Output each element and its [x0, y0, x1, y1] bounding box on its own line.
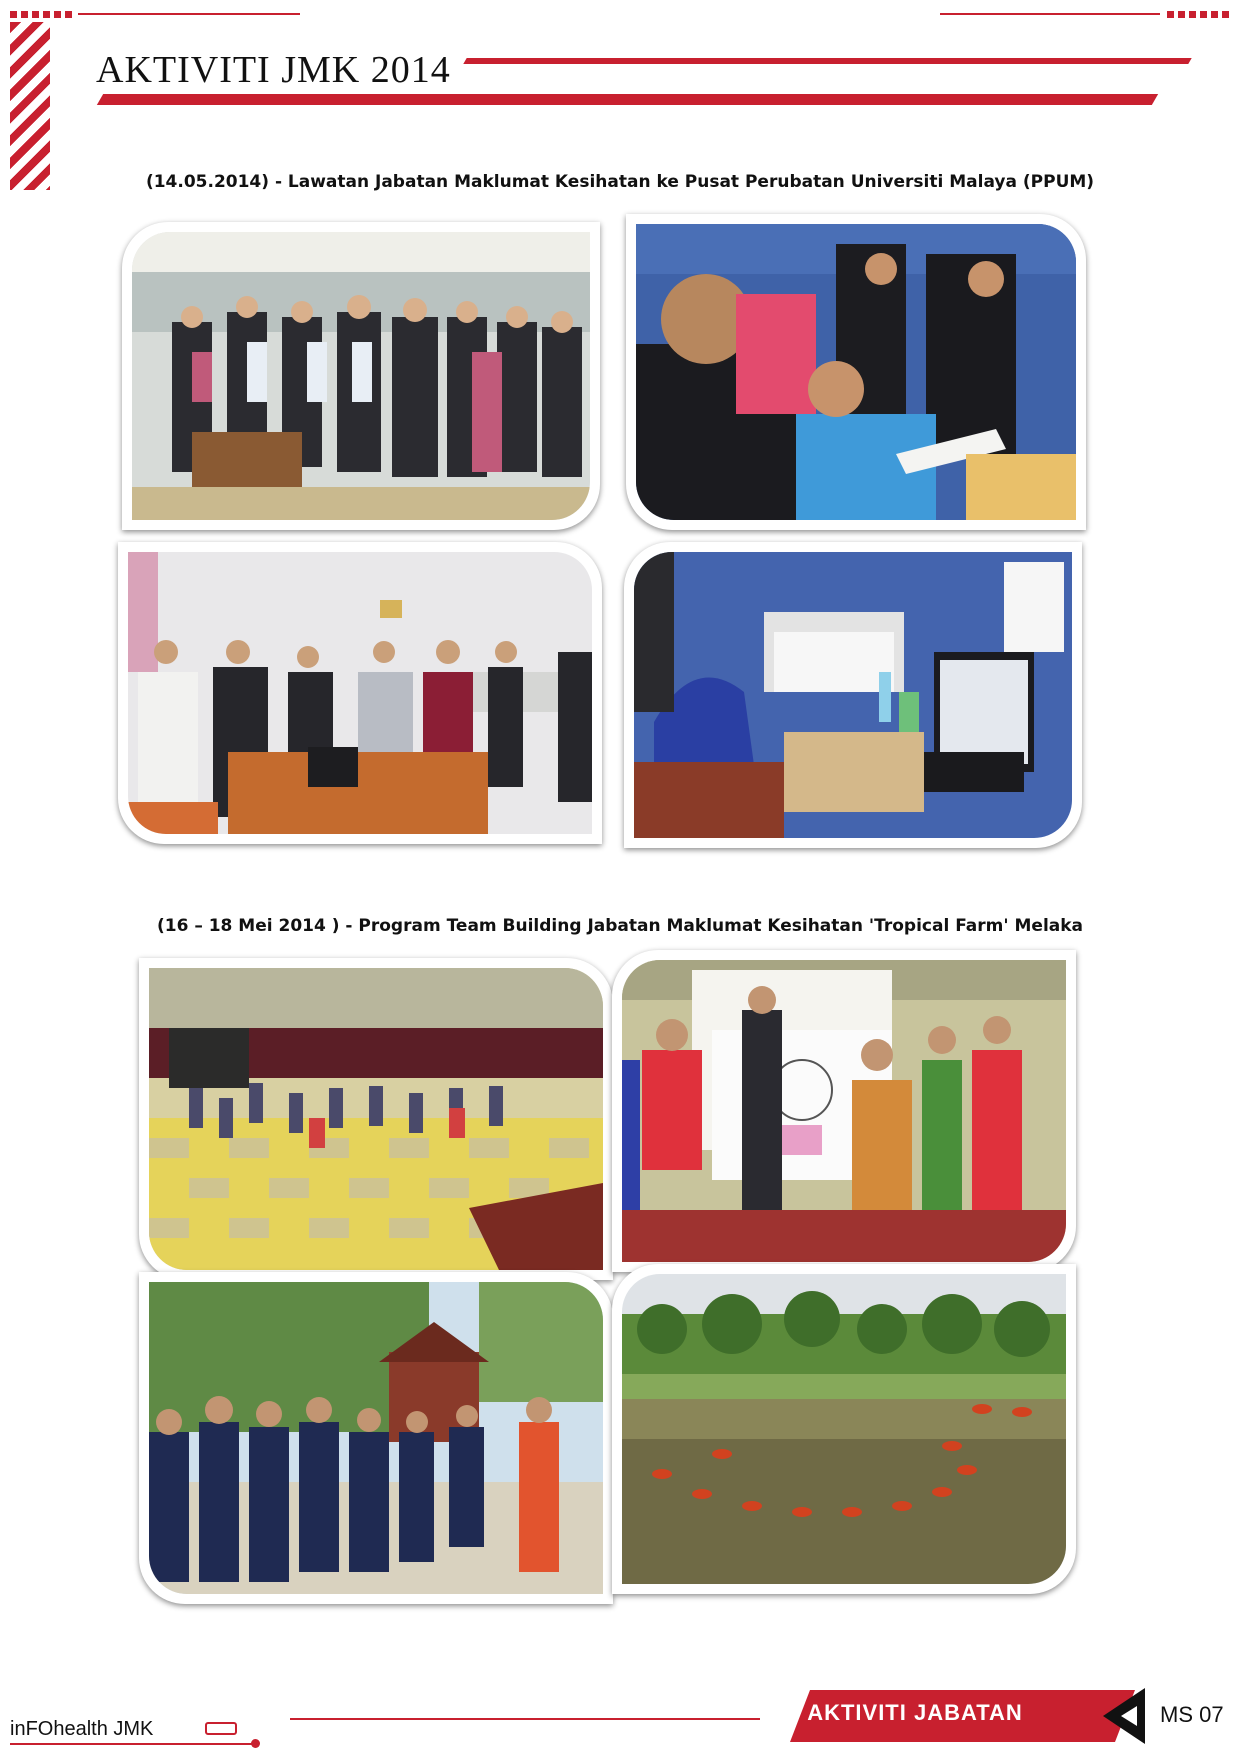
- footer-underline: [10, 1743, 255, 1745]
- section-caption-ppum: (14.05.2014) - Lawatan Jabatan Maklumat Kesihatan ke Pusat Perubatan Universiti Malaya (PPUM): [145, 172, 1095, 192]
- header-rule-left: [78, 13, 300, 15]
- photo-team-lake-activity: [612, 1264, 1076, 1594]
- title-underline-bar: [97, 94, 1158, 105]
- photo-team-hall-session: [139, 958, 613, 1280]
- title-accent-bar: [463, 58, 1191, 64]
- header-dash-left: [10, 11, 72, 18]
- photo-ppum-office-discussion: [118, 542, 602, 844]
- footer-arrow-inner-icon: [1121, 1706, 1137, 1726]
- photo-ppum-group: [122, 222, 600, 530]
- footer-rule: [290, 1718, 760, 1720]
- page-title: AKTIVITI JMK 2014: [96, 49, 451, 91]
- page-number: MS 07: [1160, 1702, 1224, 1727]
- photo-ppum-records-review: [626, 214, 1086, 530]
- photo-team-drawing-presentation: [612, 950, 1076, 1272]
- photo-ppum-filing-station: [624, 542, 1082, 848]
- footer-publication-name: inFOhealth JMK: [10, 1718, 154, 1740]
- header-dash-right: [1167, 11, 1229, 18]
- footer-dot-decoration: [251, 1739, 260, 1748]
- photo-team-outdoor-briefing: [139, 1272, 613, 1604]
- footer-section-label: AKTIVITI JABATAN: [807, 1700, 1023, 1725]
- header-stripe-decoration: [10, 22, 50, 190]
- header-rule-right: [940, 13, 1160, 15]
- footer-pill-decoration: [205, 1722, 237, 1735]
- section-caption-team-building: (16 – 18 Mei 2014 ) - Program Team Building Jabatan Maklumat Kesihatan 'Tropical Farm' Melaka: [156, 916, 1084, 936]
